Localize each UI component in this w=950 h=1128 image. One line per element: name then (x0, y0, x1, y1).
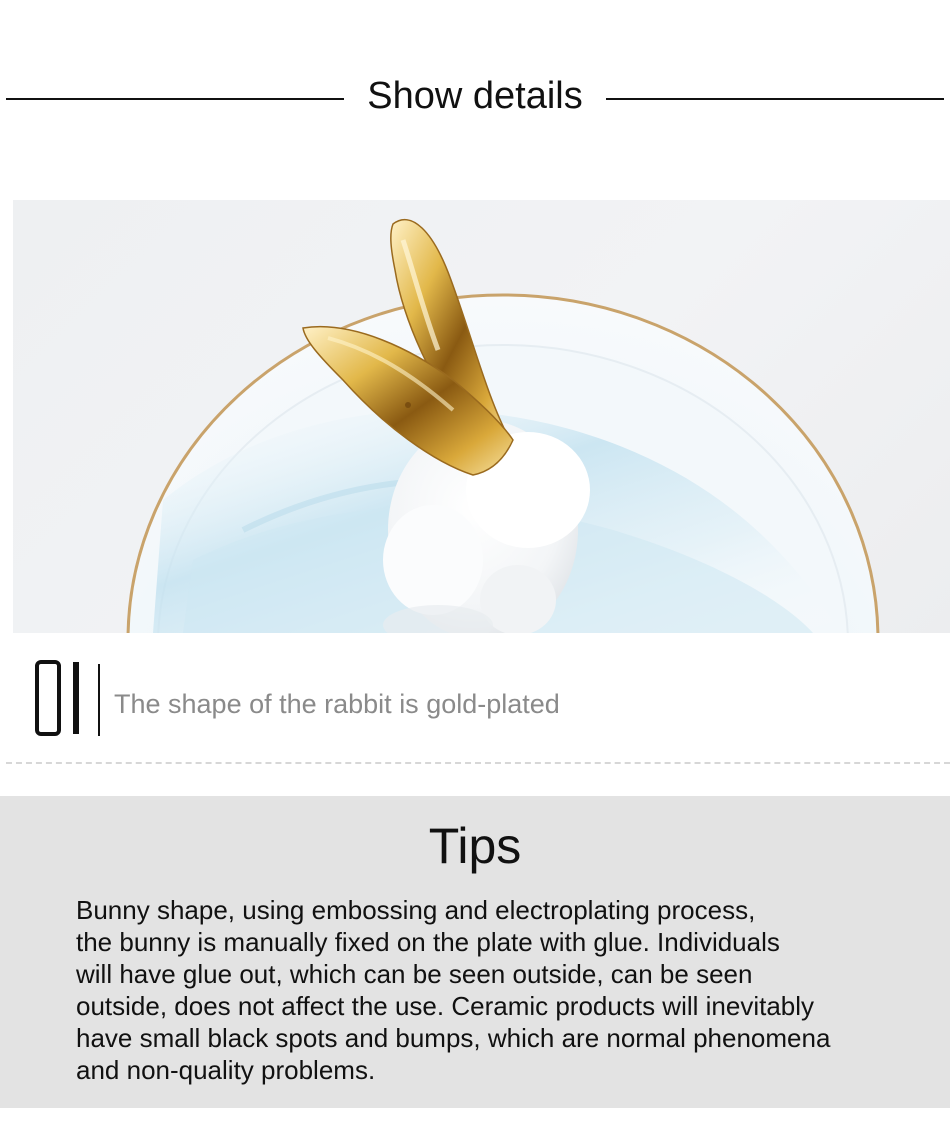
tips-line: and non-quality problems. (76, 1055, 376, 1085)
tips-line: the bunny is manually fixed on the plate with glue. Individuals (76, 927, 780, 957)
tips-line: have small black spots and bumps, which are normal phenomena (76, 1023, 831, 1053)
feature-divider (98, 664, 100, 736)
feature-number (35, 660, 87, 743)
product-photo (13, 200, 950, 633)
feature-description: The shape of the rabbit is gold-plated (114, 689, 560, 719)
dashed-separator (6, 762, 950, 764)
tips-line: outside, does not affect the use. Ceramic products will inevitably (76, 991, 815, 1021)
tips-title: Tips (428, 818, 522, 874)
section-title: Show details (367, 75, 583, 117)
tips-line: Bunny shape, using embossing and electroplating process, (76, 895, 756, 925)
tips-line: will have glue out, which can be seen outside, can be seen (76, 959, 753, 989)
tips-body (76, 894, 936, 1086)
header-rule-right (606, 98, 944, 100)
section-header (0, 0, 950, 200)
header-rule-left (6, 98, 344, 100)
